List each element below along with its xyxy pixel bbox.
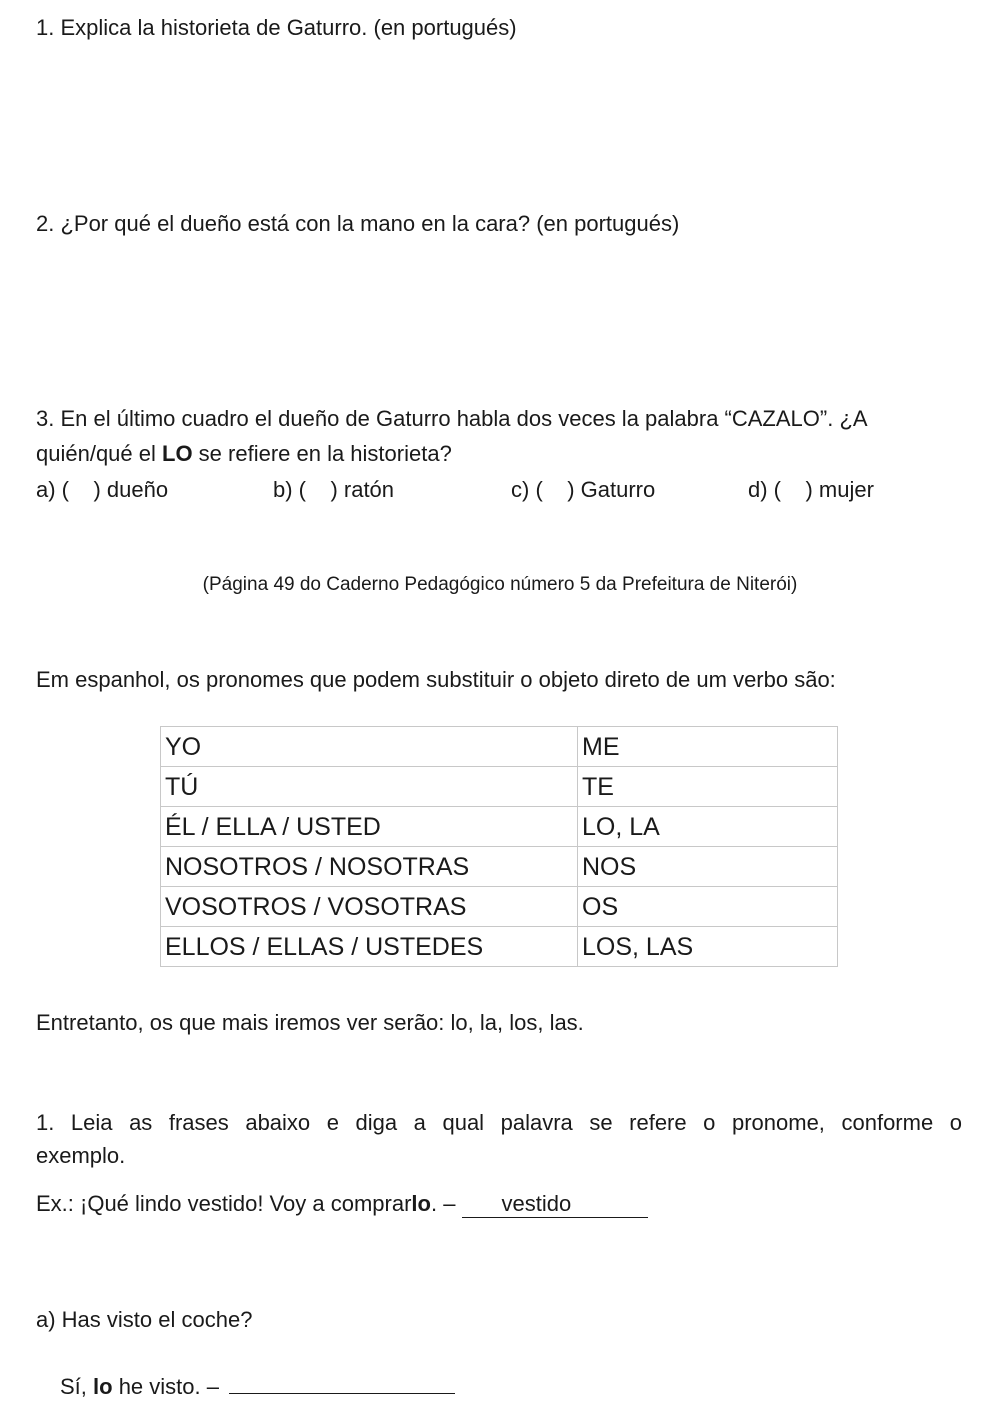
- entretanto-text: Entretanto, os que mais iremos ver serão: lo, la, los, las.: [36, 1010, 584, 1035]
- intro-text: Em espanhol, os pronomes que podem substituir o objeto direto de um verbo são:: [36, 667, 836, 692]
- subject-pronoun-cell: TÚ: [161, 767, 578, 807]
- pronoun-table: [160, 726, 838, 967]
- option-c[interactable]: c) ( ) Gaturro: [511, 477, 656, 502]
- subject-pronoun-cell: YO: [161, 727, 578, 767]
- exercise-instruction-line2: exemplo.: [36, 1143, 126, 1168]
- exercise-question-a: a) Has visto el coche?: [36, 1307, 253, 1332]
- exercise-instruction-line1: 1. Leia as frases abaixo e diga a qual palavra se refere o pronome, conforme o: [36, 1110, 962, 1135]
- object-pronoun-cell: NOS: [578, 847, 838, 887]
- question-3-line2-post: se refiere en la historieta?: [192, 441, 452, 466]
- example-answer: vestido: [501, 1191, 572, 1216]
- exercise-answer-a: [60, 1371, 455, 1401]
- object-pronoun-cell: LOS, LAS: [578, 927, 838, 967]
- question-3-line2: [36, 440, 452, 468]
- example-post: . –: [430, 1191, 462, 1216]
- object-pronoun-cell: ME: [578, 727, 838, 767]
- table-row: [161, 927, 838, 967]
- example-lo-bold: lo: [411, 1191, 431, 1216]
- subject-pronoun-cell: ELLOS / ELLAS / USTEDES: [161, 927, 578, 967]
- table-row: [161, 767, 838, 807]
- subject-pronoun-cell: VOSOTROS / VOSOTRAS: [161, 887, 578, 927]
- answer-post: he visto. –: [112, 1374, 219, 1399]
- answer-pre: Sí,: [60, 1374, 94, 1399]
- question-3-line2-pre: quién/qué el: [36, 441, 162, 466]
- option-a[interactable]: a) ( ) dueño: [36, 477, 169, 502]
- answer-lo-bold: lo: [93, 1374, 113, 1399]
- table-row: [161, 887, 838, 927]
- table-row: [161, 807, 838, 847]
- question-2: 2. ¿Por qué el dueño está con la mano en la cara? (en portugués): [36, 211, 680, 236]
- example-answer-blank: [462, 1191, 648, 1218]
- question-3-line1: 3. En el último cuadro el dueño de Gaturro habla dos veces la palabra “CAZALO”. ¿A: [36, 406, 868, 431]
- table-row: [161, 847, 838, 887]
- question-1: 1. Explica la historieta de Gaturro. (en portugués): [36, 15, 517, 40]
- option-d[interactable]: d) ( ) mujer: [748, 477, 874, 502]
- source-citation: (Página 49 do Caderno Pedagógico número 5 da Prefeitura de Niterói): [202, 574, 798, 595]
- object-pronoun-cell: LO, LA: [578, 807, 838, 847]
- object-pronoun-cell: OS: [578, 887, 838, 927]
- option-b[interactable]: b) ( ) ratón: [273, 477, 395, 502]
- object-pronoun-cell: TE: [578, 767, 838, 807]
- example-sentence: [36, 1190, 648, 1218]
- subject-pronoun-cell: ÉL / ELLA / USTED: [161, 807, 578, 847]
- table-row: [161, 727, 838, 767]
- subject-pronoun-cell: NOSOTROS / NOSOTRAS: [161, 847, 578, 887]
- answer-blank-line[interactable]: [229, 1371, 455, 1394]
- example-pre: Ex.: ¡Qué lindo vestido! Voy a comprar: [36, 1191, 412, 1216]
- question-3-lo-bold: LO: [162, 441, 193, 466]
